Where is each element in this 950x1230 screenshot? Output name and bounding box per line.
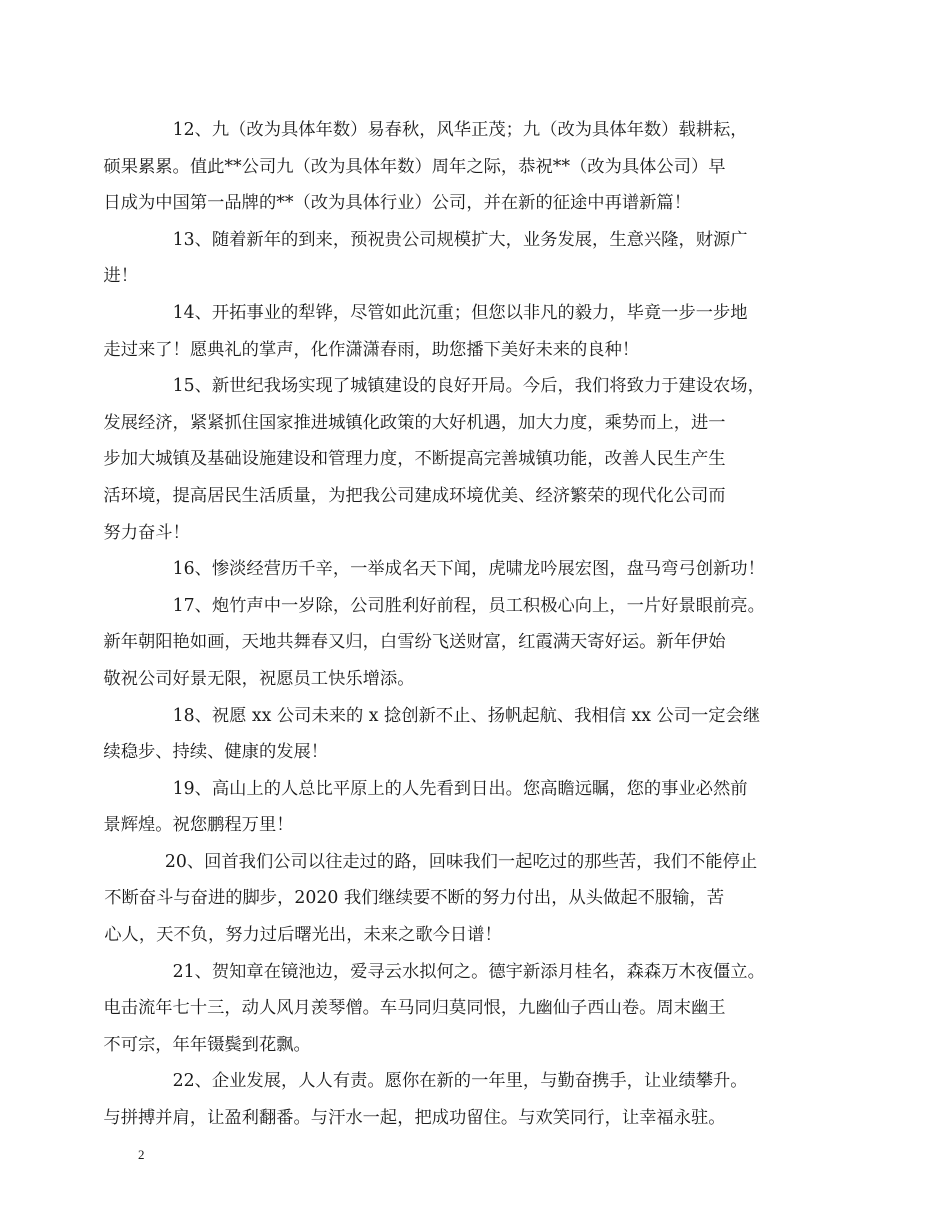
paragraph-15 — [103, 368, 824, 551]
paragraph-line: 电击流年七十三，动人风月羡琴僧。车马同归莫同恨，九幽仙子西山卷。周末幽王 — [103, 998, 726, 1019]
paragraph-line: 新年朝阳艳如画，天地共舞春又归，白雪纷飞送财富，红霞满天寄好运。新年伊始 — [103, 632, 726, 653]
paragraph-line: 20、回首我们公司以往走过的路，回味我们一起吃过的那些苦，我们不能停止 — [164, 851, 758, 872]
paragraph-line: 硕果累累。值此**公司九（改为具体年数）周年之际，恭祝**（改为具体公司）早 — [103, 156, 726, 177]
paragraph-line: 心人，天不负，努力过后曙光出，未来之歌今日谱！ — [104, 925, 502, 946]
paragraph-20 — [104, 844, 824, 954]
paragraph-line: 17、炮竹声中一岁除，公司胜利好前程，员工积极心向上，一片好景眼前亮。 — [172, 595, 765, 616]
paragraph-line: 与拼搏并肩，让盈利翻番。与汗水一起，把成功留住。与欢笑同行，让幸福永驻。 — [103, 1108, 726, 1129]
paragraph-14 — [103, 295, 824, 368]
paragraph-line: 续稳步、持续、健康的发展！ — [103, 742, 329, 763]
paragraph-line: 不断奋斗与奋进的脚步，2020 我们继续要不断的努力付出，从头做起不服输，苦 — [104, 888, 725, 909]
paragraph-19 — [103, 771, 824, 844]
paragraph-line: 日成为中国第一品牌的**（改为具体行业）公司，并在新的征途中再谱新篇！ — [103, 193, 691, 214]
paragraph-line: 21、贺知章在镜池边，爱寻云水拟何之。德宇新添月桂名，森森万木夜僵立。 — [172, 961, 765, 982]
paragraph-line: 发展经济，紧紧抓住国家推进城镇化政策的大好机遇，加大力度，乘势而上，进一 — [103, 412, 726, 433]
paragraph-17 — [103, 588, 824, 698]
paragraph-16 — [138, 551, 824, 588]
paragraph-line: 15、新世纪我场实现了城镇建设的良好开局。今后，我们将致力于建设农场， — [172, 376, 765, 397]
paragraph-line: 16、惨淡经营历千辛，一举成名天下闻，虎啸龙吟展宏图，盘马弯弓创新功！ — [172, 559, 765, 580]
paragraph-line: 不可宗，年年镊鬓到花飘。 — [103, 1034, 311, 1055]
paragraph-line: 景辉煌。祝您鹏程万里！ — [103, 815, 294, 836]
paragraph-line: 18、祝愿 xx 公司未来的 x 捻创新不止、扬帆起航、我相信 xx 公司一定会继 — [172, 705, 761, 726]
paragraph-22 — [103, 1063, 824, 1136]
paragraph-18 — [103, 698, 824, 771]
paragraph-line: 19、高山上的人总比平原上的人先看到日出。您高瞻远瞩，您的事业必然前 — [172, 778, 748, 799]
paragraph-line: 努力奋斗！ — [103, 522, 190, 543]
paragraph-13 — [103, 222, 824, 295]
paragraph-line: 走过来了！愿典礼的掌声，化作潇潇春雨，助您播下美好未来的良种！ — [103, 339, 640, 360]
paragraph-12 — [103, 112, 824, 222]
document-body — [103, 112, 824, 1137]
paragraph-line: 22、企业发展，人人有责。愿你在新的一年里，与勤奋携手，让业绩攀升。 — [172, 1071, 748, 1092]
paragraph-line: 敬祝公司好景无限，祝愿员工快乐增添。 — [103, 668, 415, 689]
paragraph-line: 活环境，提高居民生活质量，为把我公司建成环境优美、经济繁荣的现代化公司而 — [103, 485, 726, 506]
paragraph-line: 13、随着新年的到来，预祝贵公司规模扩大，业务发展，生意兴隆，财源广 — [172, 229, 748, 250]
paragraph-line: 进！ — [103, 266, 138, 287]
paragraph-line: 12、九（改为具体年数）易春秋，风华正茂；九（改为具体年数）载耕耘， — [172, 120, 748, 140]
paragraph-21 — [103, 954, 824, 1064]
paragraph-line: 14、开拓事业的犁铧，尽管如此沉重；但您以非凡的毅力，毕竟一步一步地 — [172, 302, 748, 323]
page-number: 2 — [138, 1147, 145, 1162]
paragraph-line: 步加大城镇及基础设施建设和管理力度，不断提高完善城镇功能，改善人民生产生 — [103, 449, 726, 470]
